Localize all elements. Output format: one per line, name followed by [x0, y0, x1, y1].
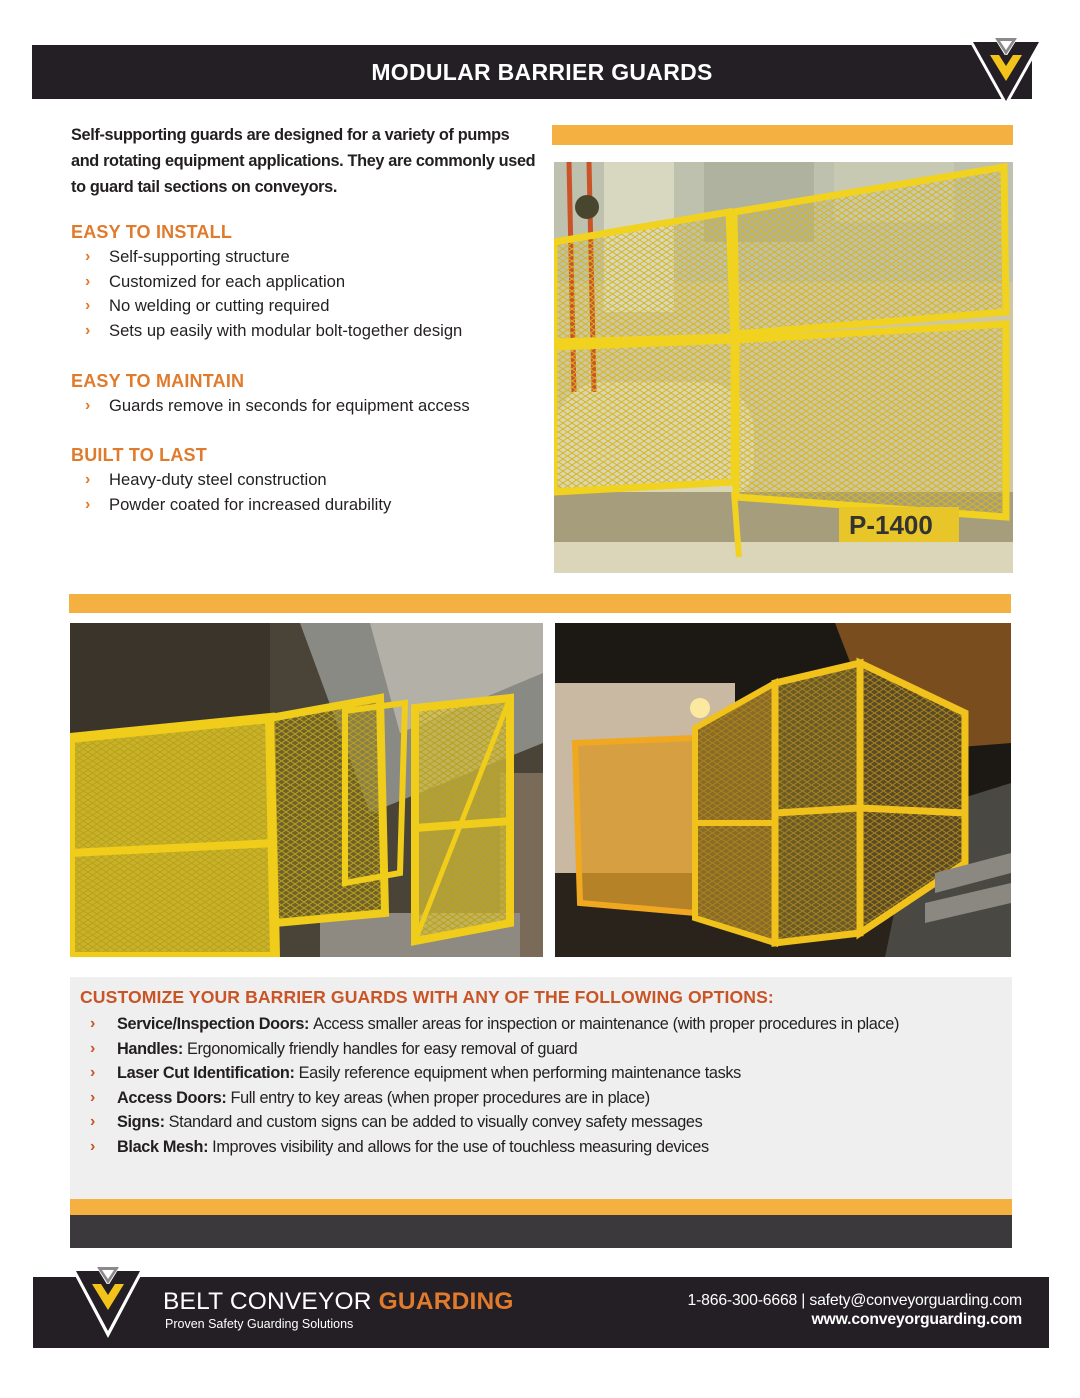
svg-text:P-1400: P-1400 [849, 510, 933, 540]
list-item: › Heavy-duty steel construction [71, 468, 541, 493]
options-heading: CUSTOMIZE YOUR BARRIER GUARDS WITH ANY OF THE FOLLOWING OPTIONS: [80, 987, 774, 1007]
section-heading: EASY TO MAINTAIN [71, 371, 245, 391]
option-item: › Black Mesh: Improves visibility and allows for the use of touchless measuring devices [70, 1135, 1012, 1160]
feature-list [71, 245, 541, 344]
list-item: › Guards remove in seconds for equipment access [71, 394, 541, 419]
section-heading: BUILT TO LAST [71, 445, 207, 465]
chevron-right-icon: › [90, 1113, 95, 1131]
brand-logo-icon [965, 33, 1047, 109]
options-list [70, 1012, 1012, 1160]
chevron-right-icon: › [90, 1015, 95, 1032]
header-bar [32, 45, 1032, 99]
section-easy-to-install [71, 220, 541, 344]
section-built-to-last [71, 443, 541, 517]
chevron-right-icon: › [85, 397, 91, 414]
section-easy-to-maintain [71, 369, 541, 419]
list-item: › Sets up easily with modular bolt-together design [71, 319, 541, 344]
option-item: › Signs: Standard and custom signs can be added to visually convey safety messages [70, 1110, 1012, 1135]
list-item: › Self-supporting structure [71, 245, 541, 270]
brand-tagline: Proven Safety Guarding Solutions [165, 1317, 354, 1331]
list-item: › Customized for each application [71, 270, 541, 295]
chevron-right-icon: › [90, 1088, 95, 1106]
photo-guard-enclosure [555, 623, 1011, 957]
chevron-right-icon: › [90, 1137, 95, 1155]
accent-bar [552, 125, 1013, 145]
chevron-right-icon: › [85, 322, 91, 340]
accent-bar [69, 594, 1011, 613]
website-link[interactable]: www.conveyorguarding.com [811, 1311, 1022, 1328]
feature-list [71, 468, 541, 517]
option-item: › Service/Inspection Doors: Access smaller areas for inspection or maintenance (with proper procedures in place) [70, 1012, 1012, 1037]
photo-guard-access-door [70, 623, 543, 957]
intro-paragraph: Self-supporting guards are designed for a variety of pumps and rotating equipment applications. They are commonly used to guard tail sections on conveyors. [71, 126, 536, 196]
contact-info[interactable]: 1-866-300-6668 | safety@conveyorguarding.com [687, 1292, 1022, 1309]
option-item: › Laser Cut Identification: Easily reference equipment when performing maintenance tasks [70, 1061, 1012, 1086]
feature-list [71, 394, 541, 419]
dark-strip [70, 1215, 1012, 1248]
brand-name: BELT CONVEYOR GUARDING [163, 1288, 514, 1315]
chevron-right-icon: › [85, 471, 91, 488]
photo-pump-guard [554, 162, 1013, 573]
chevron-right-icon: › [85, 272, 91, 290]
chevron-right-icon: › [85, 495, 91, 513]
chevron-right-icon: › [90, 1064, 95, 1082]
chevron-right-icon: › [85, 248, 91, 265]
option-item: › Handles: Ergonomically friendly handles for easy removal of guard [70, 1037, 1012, 1062]
list-item: › Powder coated for increased durability [71, 493, 541, 518]
brand-logo-icon [70, 1264, 146, 1340]
chevron-right-icon: › [85, 297, 91, 315]
option-item: › Access Doors: Full entry to key areas (when proper procedures are in place) [70, 1086, 1012, 1111]
options-panel [70, 977, 1012, 1199]
accent-bar [70, 1199, 1012, 1215]
section-heading: EASY TO INSTALL [71, 222, 233, 242]
page-title: MODULAR BARRIER GUARDS [371, 58, 713, 85]
list-item: › No welding or cutting required [71, 294, 541, 319]
chevron-right-icon: › [90, 1039, 95, 1057]
